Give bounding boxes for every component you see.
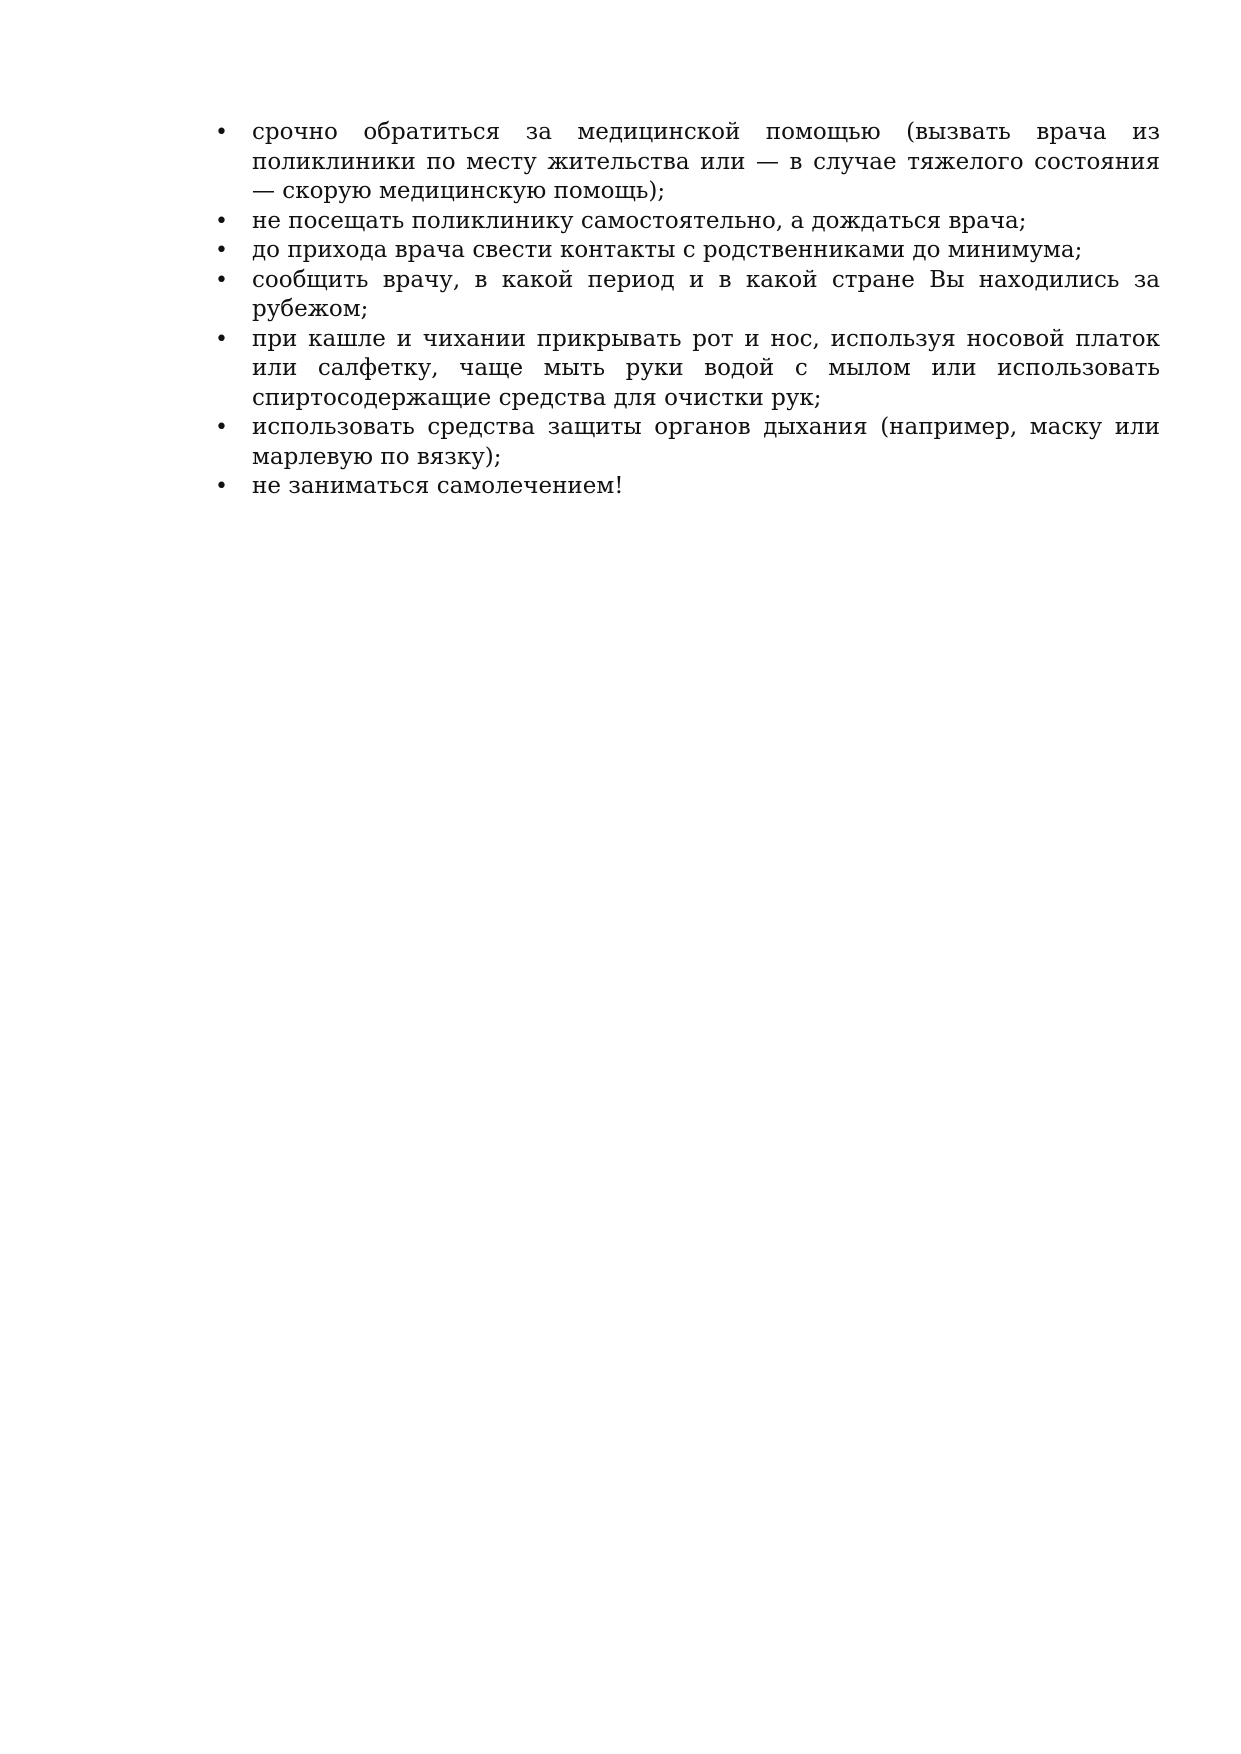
list-item-text: сообщить врачу, в какой период и в какой стране Вы находились за рубежом; [252, 266, 1160, 322]
bullet-icon: • [215, 238, 228, 263]
bullet-icon: • [215, 120, 228, 145]
bullet-icon: • [215, 415, 228, 440]
list-item-text: до прихода врача свести контакты с родственниками до минимума; [252, 237, 1083, 263]
bullet-icon: • [215, 208, 228, 234]
recommendations-list [210, 118, 1160, 502]
list-item [210, 118, 1160, 207]
list-item [210, 236, 1160, 266]
list-item-text: использовать средства защиты органов дыхания (например, маску или марлевую по вязку); [252, 414, 1160, 470]
bullet-icon: • [215, 267, 228, 293]
list-item [210, 413, 1160, 472]
list-item [210, 266, 1160, 325]
list-item-text: не заниматься самолечением! [252, 473, 624, 499]
list-item-text: не посещать поликлинику самостоятельно, а дождаться врача; [252, 207, 1027, 234]
bullet-icon: • [215, 474, 228, 499]
list-item-text: при кашле и чихании прикрывать рот и нос, используя носовой платок или салфетку, чаще мыть руки водой с мылом или использовать спиртосодержащие средства для очистки рук; [252, 325, 1160, 411]
list-item [210, 325, 1160, 414]
list-item [210, 207, 1160, 237]
bullet-icon: • [215, 326, 228, 352]
list-item [210, 472, 1160, 502]
list-item-text: срочно обратиться за медицинской помощью (вызвать врача из поликлиники по месту жительства или — в случае тяжелого состояния — скорую медицинскую помощь); [252, 119, 1160, 204]
